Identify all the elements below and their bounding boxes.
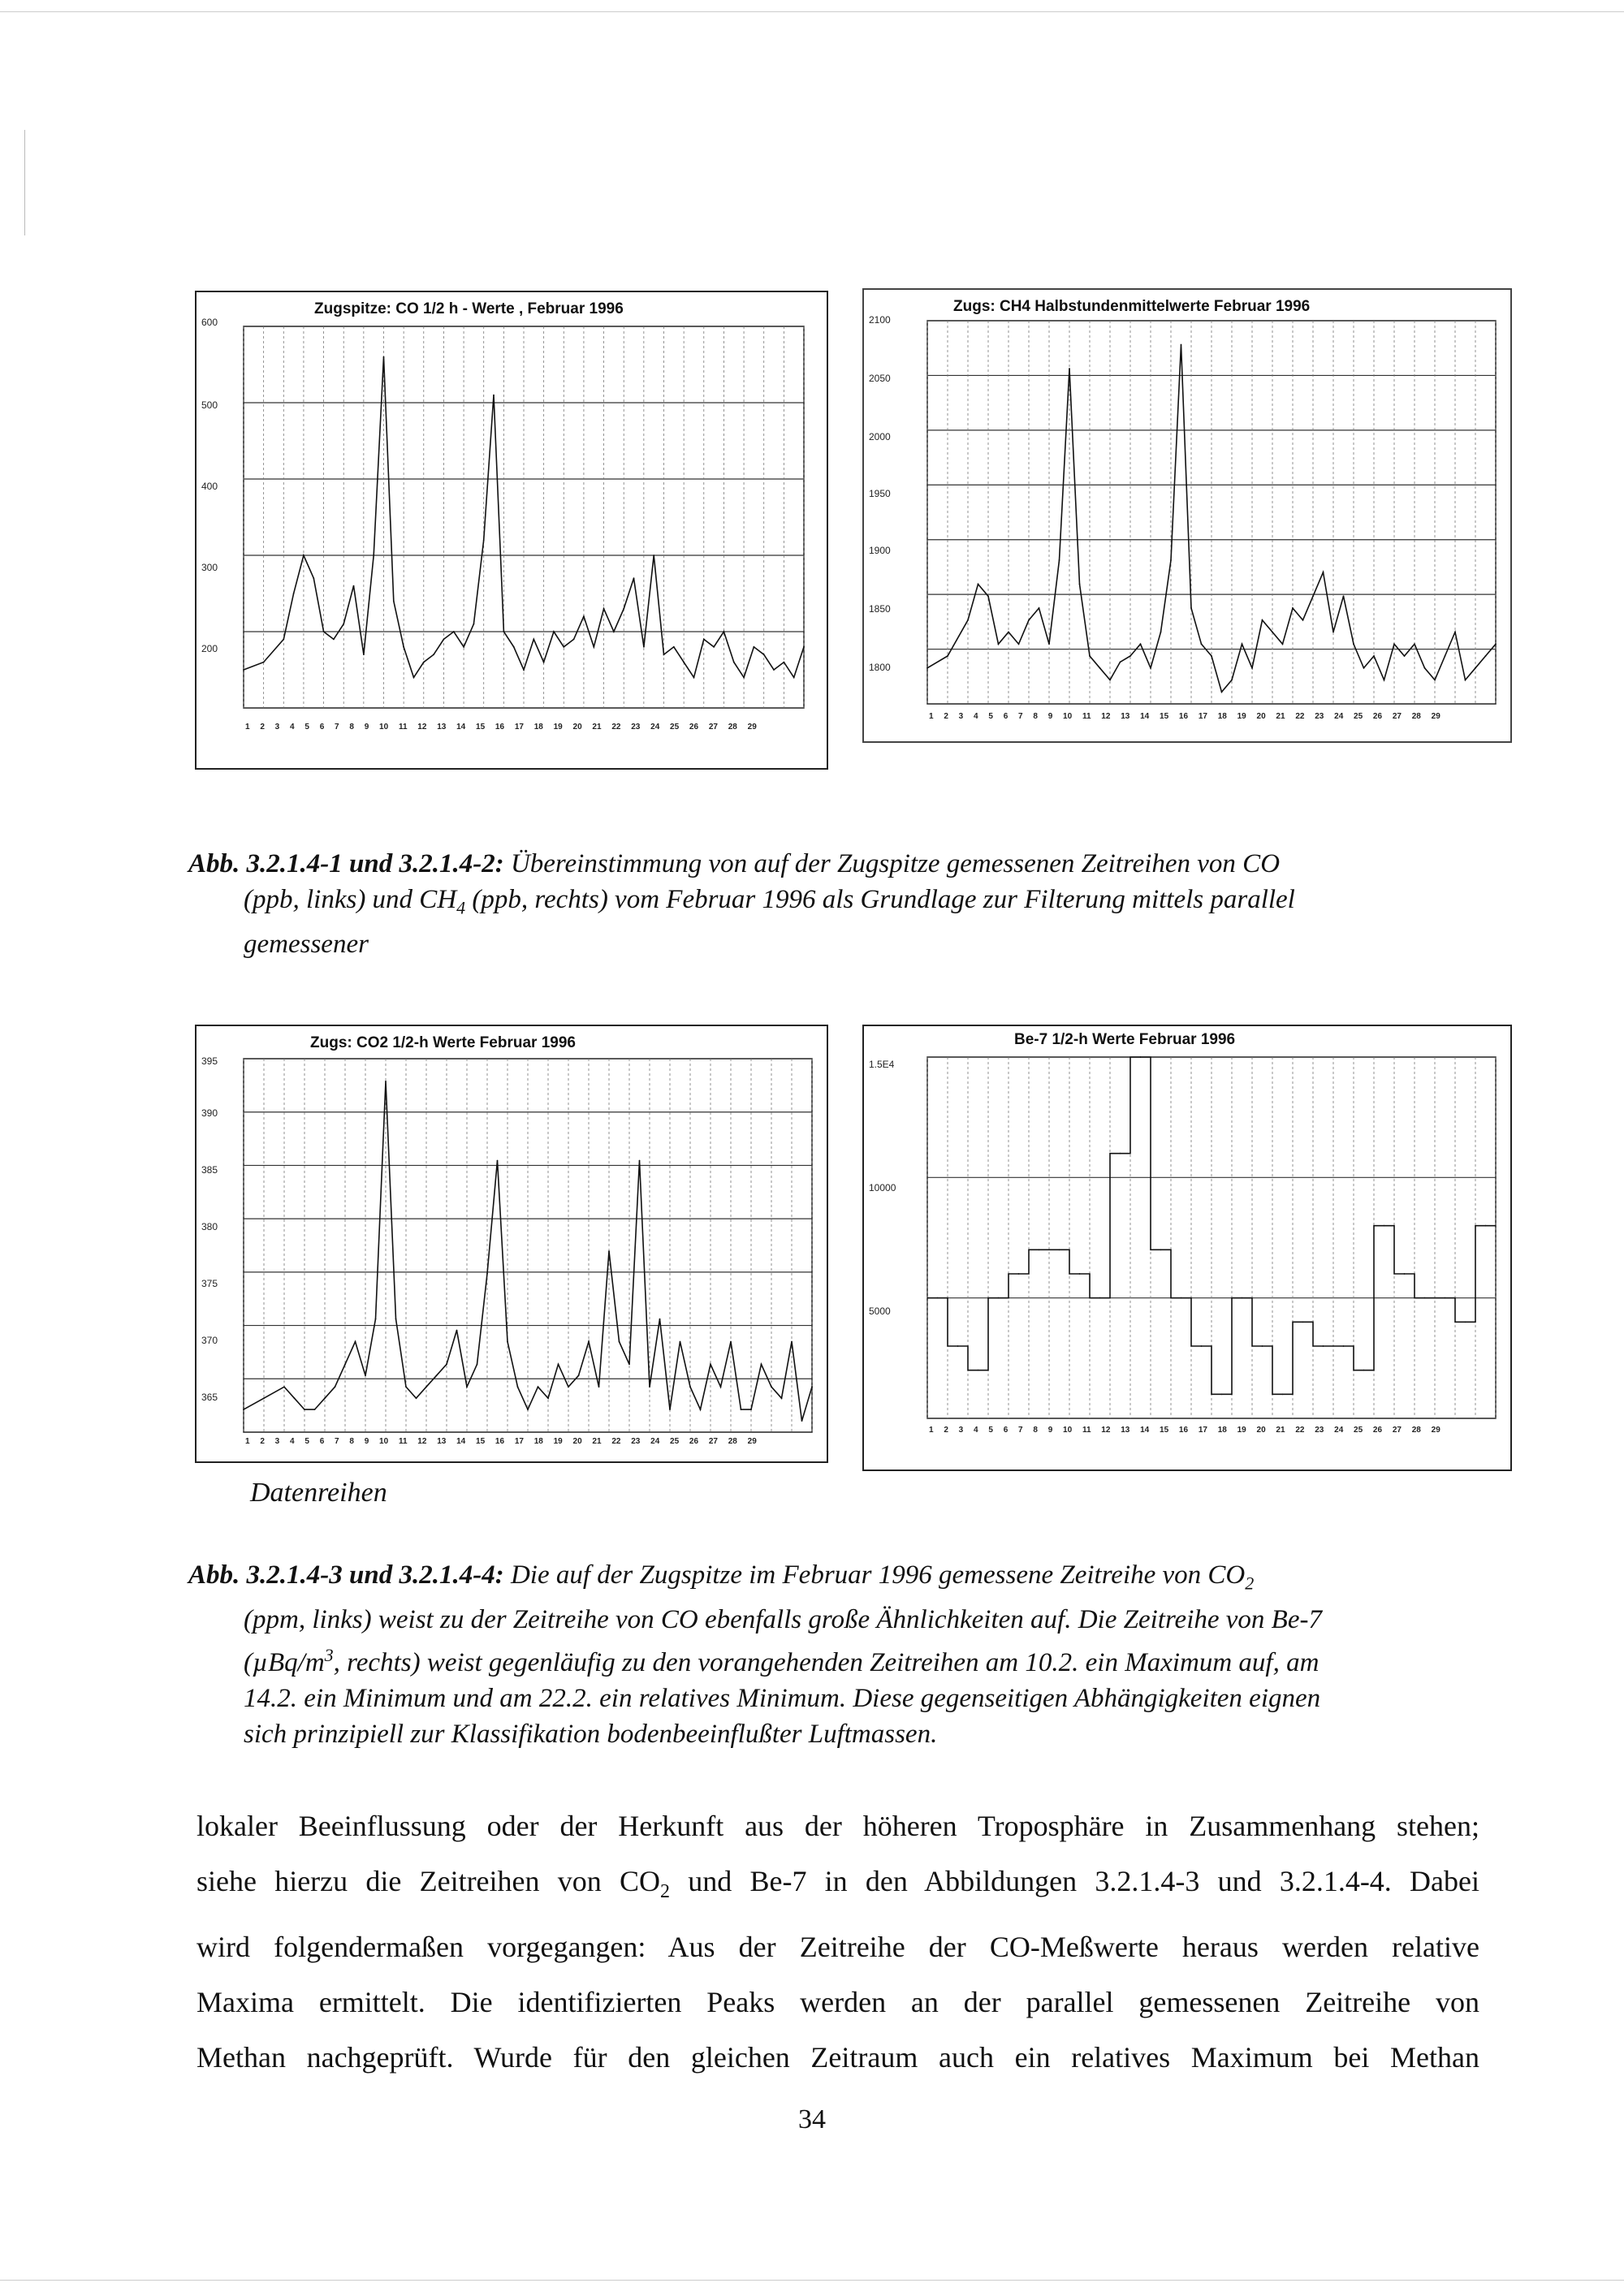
data-point [793,677,795,679]
data-point [978,1370,979,1371]
data-point [1282,643,1284,645]
chart-co2-plot [197,1026,830,1465]
data-point [1109,680,1111,681]
chart-co2-ytick: 370 [201,1335,218,1346]
data-point [663,654,665,655]
data-point [1424,667,1426,669]
data-point [313,577,314,579]
body-line-2sub: 2 [660,1881,670,1903]
loose-text-datenreihen: Datenreihen [250,1478,387,1508]
data-point [583,615,585,617]
caption-2-line5: sich prinzipiell zur Klassifikation bodenbeeinflußter Luftmassen. [244,1719,938,1749]
data-point [314,1409,316,1410]
data-point [1039,1249,1040,1250]
data-point [493,395,495,396]
data-point [588,1341,590,1343]
data-point [283,639,284,641]
data-point [754,646,755,648]
data-point [456,1330,458,1331]
chart-be7-panel [862,1025,1512,1471]
scan-edge-left [24,130,25,235]
data-point [1181,1297,1182,1299]
chart-ch4-ytick: 2050 [869,373,891,384]
data-point [393,601,395,602]
data-point [446,1364,447,1366]
data-point [750,1409,752,1410]
body-line-5: Methan nachgeprüft. Wurde für den gleichen Zeitraum auch ein relatives Maximum bei Methan [197,2041,1479,2074]
data-point [523,669,525,671]
data-point [771,1386,772,1388]
data-point [416,1397,417,1399]
data-point [363,654,365,655]
chart-ch4-ytick: 1800 [869,662,891,673]
data-point [1008,632,1009,633]
data-point [1363,1370,1365,1371]
data-point [1292,607,1294,609]
data-point [568,1386,569,1388]
body-line-4: Maxima ermittelt. Die identifizierten Peaks werden an der parallel gemessenen Zeitreihe von [197,1986,1479,2019]
data-point [1465,680,1466,681]
data-point [926,667,928,669]
data-point [1323,1345,1324,1347]
chart-co-ytick: 500 [201,399,218,411]
chart-co2-ytick: 380 [201,1221,218,1232]
data-point [1059,1249,1060,1250]
data-point [653,555,654,556]
chart-co-ytick: 300 [201,562,218,573]
data-point [1242,1297,1243,1299]
data-point [603,608,605,610]
data-point [423,662,425,663]
caption-2-line1sub: 2 [1245,1573,1255,1594]
data-point [1332,632,1334,633]
data-point [473,624,475,625]
data-point [659,1318,661,1320]
data-point [335,1386,336,1388]
data-point [243,669,244,671]
data-point [1272,632,1273,633]
chart-be7-plot [864,1026,1514,1473]
chart-ch4-ytick: 1900 [869,545,891,556]
chart-co2-panel [195,1025,828,1463]
data-point [1404,655,1406,657]
data-point [683,662,685,663]
data-point [324,1397,326,1399]
data-point [333,639,335,641]
data-point [1434,680,1436,681]
data-point [623,608,624,610]
data-point [1404,1273,1406,1275]
data-point [608,1250,610,1252]
caption-1-label: Abb. 3.2.1.4-1 und 3.2.1.4-2: [188,849,504,878]
data-point [784,662,785,663]
data-point [643,646,645,648]
data-point [803,646,805,648]
data-point [781,1397,783,1399]
chart-co2-xlabels: 1 2 3 4 5 6 7 8 9 10 11 12 13 14 15 16 17 18 19 20 21 22 23 24 25 26 27 28 29 [245,1437,757,1446]
data-point [639,1160,641,1162]
data-point [1018,643,1020,645]
data-point [463,646,464,648]
data-point [967,619,969,621]
data-point [343,624,344,625]
scan-edge-bottom [0,2280,1624,2281]
data-point [483,539,485,541]
data-point [937,1297,939,1299]
data-point [323,631,325,632]
data-point [355,1341,356,1343]
chart-co2-title: Zugs: CO2 1/2-h Werte Februar 1996 [310,1034,576,1051]
data-point [1221,691,1223,693]
series-line [927,345,1496,693]
data-point [477,1364,478,1366]
data-point [1475,667,1476,669]
data-point [801,1420,803,1422]
data-point [1129,655,1131,657]
data-point [1120,1153,1121,1154]
data-point [1231,680,1233,681]
data-point [1282,1393,1284,1395]
data-point [723,631,725,632]
chart-ch4-ytick: 2100 [869,314,891,326]
data-point [294,1397,296,1399]
figure-caption-1 [188,846,1488,962]
chart-be7-ytick: 10000 [869,1182,896,1193]
caption-2-line3b: , rechts) weist gegenläufig zu den vorangehenden Zeitreihen am 10.2. ein Maximum auf, am [333,1647,1320,1677]
body-paragraph [197,1798,1479,2085]
chart-ch4-panel [862,288,1512,743]
data-point [978,584,979,585]
data-point [1445,1297,1446,1299]
scan-edge-top [0,11,1624,12]
data-point [1323,572,1324,573]
data-point [405,1386,407,1388]
figure-caption-2 [188,1557,1488,1752]
data-point [1312,595,1314,597]
data-point [527,1409,529,1410]
data-point [533,639,534,641]
data-point [680,1341,681,1343]
data-point [547,1397,549,1399]
data-point [543,662,545,663]
data-point [998,1297,1000,1299]
data-point [1211,655,1212,657]
chart-co-xlabels: 1 2 3 4 5 6 7 8 9 10 11 12 13 14 15 16 17 18 19 20 21 22 23 24 25 26 27 28 29 [245,723,757,732]
data-point [385,1081,387,1082]
data-point [703,639,705,641]
data-point [1353,643,1354,645]
chart-ch4-ytick: 2000 [869,431,891,442]
chart-co2-ytick: 375 [201,1278,218,1289]
data-point [673,646,675,648]
page-number: 34 [798,2104,826,2134]
data-point [436,1375,438,1376]
chart-be7-title: Be-7 1/2-h Werte Februar 1996 [1014,1031,1236,1048]
data-point [998,643,1000,645]
caption-2-label: Abb. 3.2.1.4-3 und 3.2.1.4-4: [188,1560,504,1590]
data-point [720,1386,722,1388]
caption-2-line3a: (µBq/m [244,1647,325,1677]
caption-1-line2sub: 4 [456,897,466,918]
data-point [791,1341,793,1343]
data-point [773,669,775,671]
body-line-2 [197,1854,1479,1919]
chart-co-plot [197,292,830,771]
data-point [375,1318,377,1320]
caption-2-line4: 14.2. ein Minimum und am 22.2. ein relatives Minimum. Diese gegenseitigen Abhängigkeiten eignen [244,1683,1321,1713]
data-point [1039,607,1040,609]
data-point [1485,655,1487,657]
data-point [957,1345,959,1347]
data-point [1140,643,1142,645]
body-line-2a: siehe hierzu die Zeitreihen von CO [197,1865,660,1897]
caption-1-line1: Übereinstimmung von auf der Zugspitze gemessenen Zeitreihen von CO [510,849,1281,878]
data-point [1120,662,1121,663]
data-point [538,1386,539,1388]
data-point [243,1409,244,1410]
data-point [453,631,455,632]
chart-be7-ytick: 5000 [869,1306,891,1317]
data-point [669,1409,671,1410]
data-point [1079,1273,1081,1275]
chart-co2-ytick: 385 [201,1164,218,1176]
data-point [700,1409,702,1410]
data-point [365,1375,366,1376]
body-line-3: wird folgendermaßen vorgegangen: Aus der Zeitreihe der CO-Meßwerte heraus werden relative [197,1931,1479,1964]
data-point [578,1375,580,1376]
caption-2-line1a: Die auf der Zugspitze im Februar 1996 gemessene Zeitreihe von CO [510,1560,1246,1590]
data-point [593,646,594,648]
chart-ch4-title: Zugs: CH4 Halbstundenmittelwerte Februar 1996 [953,298,1311,315]
data-point [1485,1225,1487,1227]
body-line-1: lokaler Beeinflussung oder der Herkunft aus der höheren Troposphäre in Zusammenhang stehen; [197,1810,1479,1842]
data-point [497,1160,499,1162]
chart-co-ytick: 400 [201,481,218,492]
data-point [383,356,385,358]
data-point [1160,1249,1162,1250]
data-point [507,1341,508,1343]
caption-2-line3sup: 3 [324,1644,334,1665]
data-point [763,654,765,655]
data-point [443,639,445,641]
data-point [730,1341,732,1343]
caption-2-line2: (ppm, links) weist zu der Zeitreihe von CO ebenfalls große Ähnlichkeiten auf. Die Zeitreihe von Be-7 [244,1604,1322,1634]
data-point [713,646,715,648]
data-point [573,639,575,641]
caption-1-line2b: (ppb, rechts) vom Februar 1996 als Grundlage zur Filterung mittels parallel [465,885,1295,914]
data-point [987,595,989,597]
chart-ch4-xlabels: 1 2 3 4 5 6 7 8 9 10 11 12 13 14 15 16 17 18 19 20 21 22 23 24 25 26 27 28 29 [929,712,1440,721]
data-point [553,631,555,632]
chart-co2-ytick: 390 [201,1107,218,1119]
data-point [503,631,505,632]
data-point [743,677,745,679]
data-point [558,1364,559,1366]
data-point [433,654,434,655]
data-point [1424,1297,1426,1299]
data-point [517,1386,519,1388]
data-point [1414,643,1415,645]
data-point [1190,607,1192,609]
data-point [1099,667,1101,669]
data-point [263,662,265,663]
data-point [344,1364,346,1366]
data-point [1262,619,1263,621]
data-point [1454,632,1456,633]
data-point [395,1318,397,1320]
chart-co-panel [195,291,828,770]
data-point [1069,368,1070,369]
data-point [741,1409,742,1410]
chart-ch4-plot [864,290,1514,744]
data-point [1089,655,1091,657]
chart-ch4-ytick: 1950 [869,488,891,499]
data-point [598,1386,600,1388]
data-point [1048,643,1050,645]
data-point [1302,1321,1304,1323]
data-point [710,1364,711,1366]
data-point [373,555,374,556]
data-point [619,1341,620,1343]
data-point [1201,643,1203,645]
data-point [1099,1297,1101,1299]
data-point [1059,559,1060,561]
data-point [1384,680,1385,681]
data-point [947,655,948,657]
data-point [1160,632,1162,633]
data-point [693,677,695,679]
data-point [1384,1225,1385,1227]
chart-ch4-ytick: 1850 [869,603,891,615]
data-point [466,1386,468,1388]
data-point [1373,655,1375,657]
data-point [304,1409,305,1410]
data-point [293,593,295,594]
data-point [811,1386,813,1388]
data-point [1262,1345,1263,1347]
chart-co-ytick: 600 [201,317,218,328]
data-point [633,577,635,579]
caption-1-line3: gemessener [244,929,369,959]
data-point [1251,667,1253,669]
data-point [1028,619,1030,621]
data-point [1465,1321,1466,1323]
chart-co2-ytick: 365 [201,1392,218,1403]
data-point [353,585,355,587]
data-point [1495,643,1497,645]
data-point [1445,655,1446,657]
body-line-2b: und Be-7 in den Abbildungen 3.2.1.4-3 und 3.2.1.4-4. Dabei [670,1865,1479,1897]
data-point [563,646,564,648]
data-point [303,555,304,556]
data-point [1221,1393,1223,1395]
data-point [403,646,404,648]
data-point [1201,1345,1203,1347]
data-point [649,1386,650,1388]
chart-be7-xlabels: 1 2 3 4 5 6 7 8 9 10 11 12 13 14 15 16 17 18 19 20 21 22 23 24 25 26 27 28 29 [929,1426,1440,1435]
chart-be7-ytick: 1.5E4 [869,1059,895,1070]
data-point [413,677,415,679]
caption-1-line2a: (ppb, links) und CH [244,885,457,914]
data-point [1343,595,1345,597]
chart-co-ytick: 200 [201,643,218,654]
chart-co-title: Zugspitze: CO 1/2 h - Werte , Februar 1996 [314,300,624,317]
data-point [761,1364,762,1366]
data-point [733,662,735,663]
chart-co2-ytick: 395 [201,1055,218,1067]
data-point [1018,1273,1020,1275]
data-point [1343,1345,1345,1347]
data-point [1140,1056,1142,1058]
data-point [1181,344,1182,346]
data-point [689,1386,691,1388]
data-point [283,1386,285,1388]
data-point [486,1273,488,1275]
data-point [628,1364,630,1366]
data-point [1302,619,1304,621]
data-point [1150,667,1151,669]
data-point [1393,643,1395,645]
data-point [1363,667,1365,669]
data-point [613,631,615,632]
data-point [263,1397,265,1399]
data-point [425,1386,427,1388]
data-point [1170,559,1172,561]
data-point [1242,643,1243,645]
data-point [1079,584,1081,585]
data-point [513,646,515,648]
